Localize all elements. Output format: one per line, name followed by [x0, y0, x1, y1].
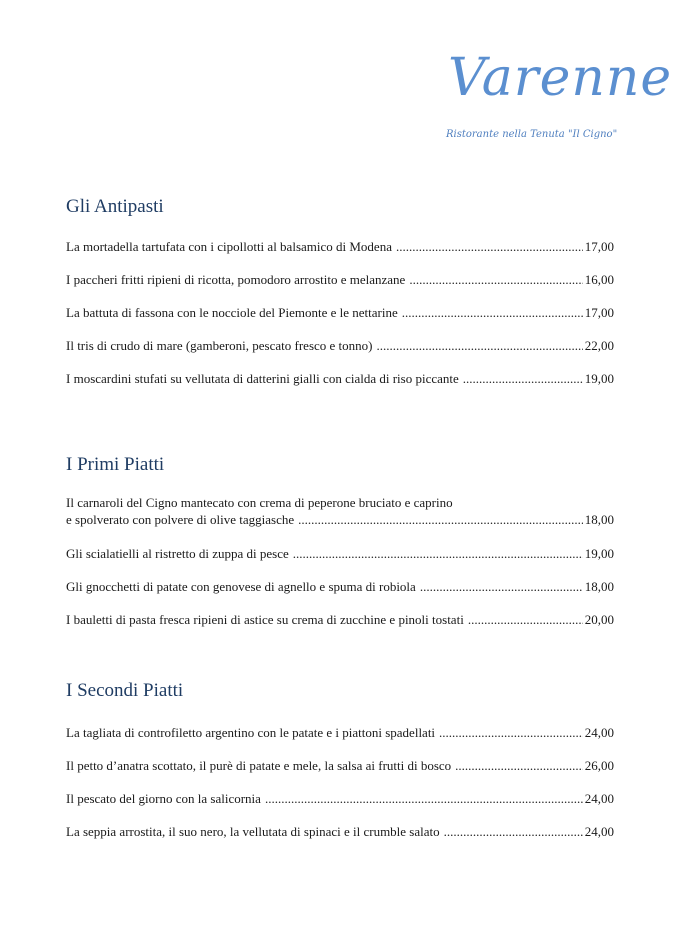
section-title-primi: I Primi Piatti: [66, 454, 165, 475]
logo-name: Varenne: [448, 48, 673, 108]
menu-item-name: e spolverato con polvere di olive taggiasche: [66, 512, 295, 527]
menu-item-name: La seppia arrostita, il suo nero, la vellutata di spinaci e il crumble salato: [66, 824, 440, 839]
menu-item-name: Gli scialatielli al ristretto di zuppa di pesce: [66, 546, 289, 561]
restaurant-logo: [440, 48, 673, 152]
menu-item-price: 24,00: [584, 791, 614, 806]
menu-item-name: I bauletti di pasta fresca ripieni di astice su crema di zucchine e pinoli tostati: [66, 612, 464, 627]
menu-item-name-line1: Il carnaroli del Cigno mantecato con crema di peperone bruciato e caprino: [66, 495, 453, 510]
menu-item-name: Il tris di crudo di mare (gamberoni, pescato fresco e tonno): [66, 338, 373, 353]
leader-dots: [402, 304, 583, 321]
menu-item-name: I paccheri fritti ripieni di ricotta, pomodoro arrostito e melanzane: [66, 272, 406, 287]
menu-item-price: 19,00: [584, 371, 614, 386]
leader-dots: [463, 370, 583, 387]
menu-item-name: Gli gnocchetti di patate con genovese di agnello e spuma di robiola: [66, 579, 416, 594]
menu-item-name: La battuta di fassona con le nocciole del Piemonte e le nettarine: [66, 305, 398, 320]
section-title-antipasti: Gli Antipasti: [66, 196, 164, 217]
leader-dots: [293, 545, 583, 562]
menu-item: [66, 370, 614, 387]
menu-item-price: 18,00: [584, 579, 614, 594]
menu-item-price: 24,00: [584, 725, 614, 740]
menu-item: [66, 823, 614, 840]
leader-dots: [409, 271, 582, 288]
leader-dots: [468, 611, 583, 628]
menu-item-price: 16,00: [584, 272, 614, 287]
menu-item: [66, 611, 614, 628]
menu-item: [66, 757, 614, 774]
menu-item-price: 19,00: [584, 546, 614, 561]
menu-item: [66, 790, 614, 807]
menu-item-price: 20,00: [584, 612, 614, 627]
menu-item-name: Il petto d’anatra scottato, il purè di patate e mele, la salsa ai frutti di bosco: [66, 758, 452, 773]
menu-item-price: 22,00: [584, 338, 614, 353]
menu-item-name: La tagliata di controfiletto argentino con le patate e i piattoni spadellati: [66, 725, 436, 740]
menu-item-price: 18,00: [584, 512, 614, 527]
menu-item-price: 17,00: [584, 305, 614, 320]
leader-dots: [376, 337, 582, 354]
leader-dots: [298, 511, 583, 528]
menu-item: [66, 578, 614, 595]
menu-item-name: La mortadella tartufata con i cipollotti al balsamico di Modena: [66, 239, 392, 254]
leader-dots: [439, 724, 583, 741]
leader-dots: [444, 823, 583, 840]
menu-item: [66, 271, 614, 288]
menu-item-name: I moscardini stufati su vellutata di datterini gialli con cialda di riso piccante: [66, 371, 459, 386]
section-title-secondi: I Secondi Piatti: [66, 680, 184, 701]
leader-dots: [420, 578, 583, 595]
menu-item: [66, 337, 614, 354]
menu-item: [66, 545, 614, 562]
menu-item: [66, 494, 614, 528]
menu-item-price: 24,00: [584, 824, 614, 839]
leader-dots: [455, 757, 583, 774]
menu-item-name: Il pescato del giorno con la salicornia: [66, 791, 261, 806]
menu-item: [66, 304, 614, 321]
menu-item-price: 26,00: [584, 758, 614, 773]
menu-item: [66, 238, 614, 255]
logo-subtitle: Ristorante nella Tenuta "Il Cigno": [446, 129, 618, 140]
leader-dots: [396, 238, 583, 255]
leader-dots: [265, 790, 583, 807]
menu-item: [66, 724, 614, 741]
menu-item-price: 17,00: [584, 239, 614, 254]
